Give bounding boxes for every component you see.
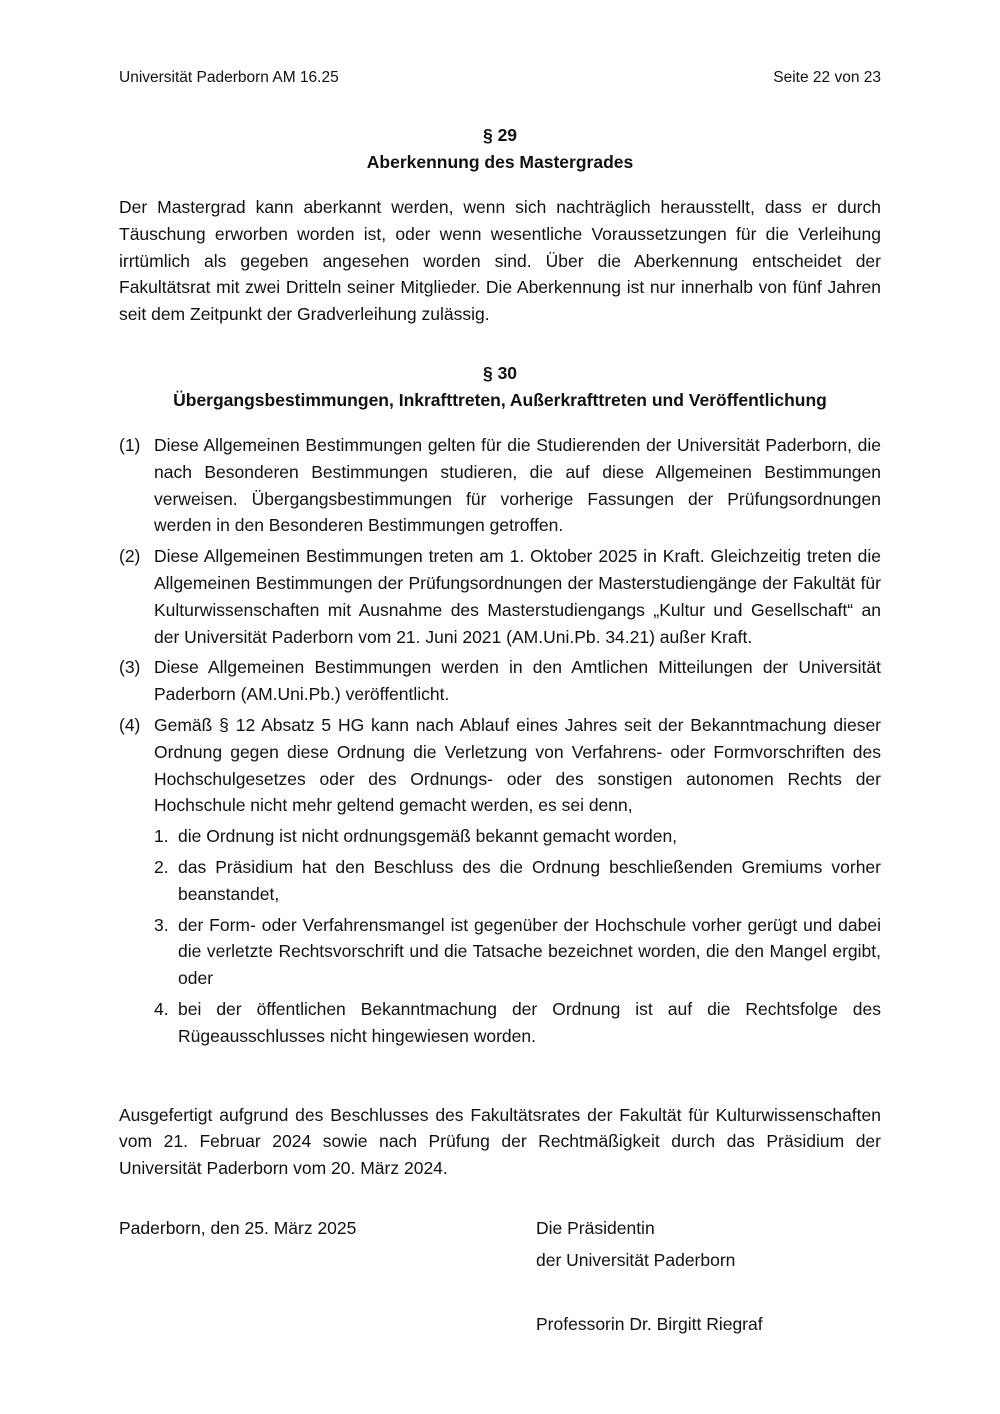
- sub-list-item-text: die Ordnung ist nicht ordnungsgemäß bekannt gemacht worden,: [178, 826, 678, 847]
- header-document-id: Universität Paderborn AM 16.25: [119, 69, 339, 86]
- signature-role-line-1: Die Präsidentin: [536, 1217, 655, 1238]
- signature-name: Professorin Dr. Birgitt Riegraf: [536, 1313, 763, 1334]
- section-29-number: § 29: [482, 125, 518, 145]
- section-29-title: Aberkennung des Mastergrades: [366, 152, 634, 172]
- section-29: [119, 122, 881, 328]
- header-page-number: Seite 22 von 23: [773, 69, 881, 86]
- list-item-text: Diese Allgemeinen Bestimmungen gelten für die Studierenden der Universität Paderborn, die nach Besonderen Bestimmungen studieren, die auf diese Allgemeinen Bestimmungen verweisen. Übergangsbestimmungen für vorherige Fassungen der Prüfungsordnungen werden in den Besonderen Bestimmungen getroffen.: [154, 434, 881, 536]
- sub-list-item: [154, 823, 881, 850]
- list-item-text: Diese Allgemeinen Bestimmungen treten am 1. Oktober 2025 in Kraft. Gleichzeitig treten die Allgemeinen Bestimmungen der Prüfungsordnungen der Masterstudiengänge der Fakultät für Kulturwissenschaften mit Ausnahme des Masterstudiengangs „Kultur und Gesellschaft“ an der Universität Paderborn vom 21. Juni 2021 (AM.Uni.Pb. 34.21) außer Kraft.: [154, 546, 881, 647]
- sub-list-item-number: 4.: [154, 998, 169, 1019]
- section-30-title: Übergangsbestimmungen, Inkrafttreten, Außerkrafttreten und Veröffentlichung: [173, 389, 827, 410]
- signature-spacer: [119, 1244, 536, 1276]
- sub-list-item: [154, 996, 881, 1050]
- signature-row-1: [119, 1212, 881, 1244]
- list-item: [119, 654, 881, 708]
- page-header: [119, 68, 881, 88]
- section-30-list: [119, 432, 881, 1050]
- sub-list-item-text: das Präsidium hat den Beschluss des die Ordnung beschließenden Gremiums vorher beanstandet,: [178, 856, 881, 904]
- sub-list-item-number: 1.: [154, 826, 169, 847]
- closing-paragraph: Ausgefertigt aufgrund des Beschlusses des Fakultätsrates der Fakultät für Kulturwissenschaften vom 21. Februar 2024 sowie nach Prüfung der Rechtmäßigkeit durch das Präsidium der Universität Paderborn vom 20. März 2024.: [119, 1104, 881, 1179]
- signature-row-2: [119, 1244, 881, 1276]
- signature-row-3: [119, 1308, 881, 1340]
- list-item: [119, 543, 881, 650]
- list-item-number: (4): [119, 714, 141, 735]
- section-30: [119, 360, 881, 1050]
- list-item-text: Diese Allgemeinen Bestimmungen werden in den Amtlichen Mitteilungen der Universität Paderborn (AM.Uni.Pb.) veröffentlicht.: [154, 657, 881, 705]
- sub-list-item: [154, 912, 881, 992]
- list-item-text: Gemäß § 12 Absatz 5 HG kann nach Ablauf eines Jahres seit der Bekanntmachung dieser Ordnung gegen diese Ordnung die Verletzung von Verfahrens- oder Formvorschriften des Hochschulgesetzes oder des Ordnungs- oder des sonstigen autonomen Rechts der Hochschule nicht mehr geltend gemacht werden, es sei denn,: [154, 714, 881, 816]
- list-item: [119, 712, 881, 819]
- sub-list-item-number: 2.: [154, 856, 169, 877]
- list-item-number: (2): [119, 546, 141, 567]
- sub-list-item-text: bei der öffentlichen Bekanntmachung der Ordnung ist auf die Rechtsfolge des Rügeausschlusses nicht hingewiesen worden.: [178, 998, 881, 1046]
- signature-block: [119, 1212, 881, 1340]
- signature-place-date: Paderborn, den 25. März 2025: [119, 1217, 357, 1238]
- signature-role-line-2: der Universität Paderborn: [536, 1249, 736, 1270]
- sub-list-item: [154, 854, 881, 908]
- list-item-number: (3): [119, 657, 141, 678]
- sub-list-item-text: der Form- oder Verfahrensmangel ist gegenüber der Hochschule vorher gerügt und dabei die verletzte Rechtsvorschrift und die Tatsache bezeichnet worden, die den Mangel ergibt, oder: [178, 914, 881, 989]
- section-30-number: § 30: [482, 362, 518, 383]
- document-page: [119, 68, 881, 1340]
- sub-list-item-number: 3.: [154, 914, 169, 935]
- signature-spacer: [119, 1308, 536, 1340]
- section-29-paragraph: Der Mastergrad kann aberkannt werden, wenn sich nachträglich herausstellt, dass er durch Täuschung erworben worden ist, oder wenn wesentliche Voraussetzungen für die Verleihung irrtümlich als gegeben angesehen worden sind. Über die Aberkennung entscheidet der Fakultätsrat mit zwei Dritteln seiner Mitglieder. Die Aberkennung ist nur innerhalb von fünf Jahren seit dem Zeitpunkt der Gradverleihung zulässig.: [119, 197, 881, 325]
- list-item: [119, 432, 881, 539]
- list-item-number: (1): [119, 434, 141, 455]
